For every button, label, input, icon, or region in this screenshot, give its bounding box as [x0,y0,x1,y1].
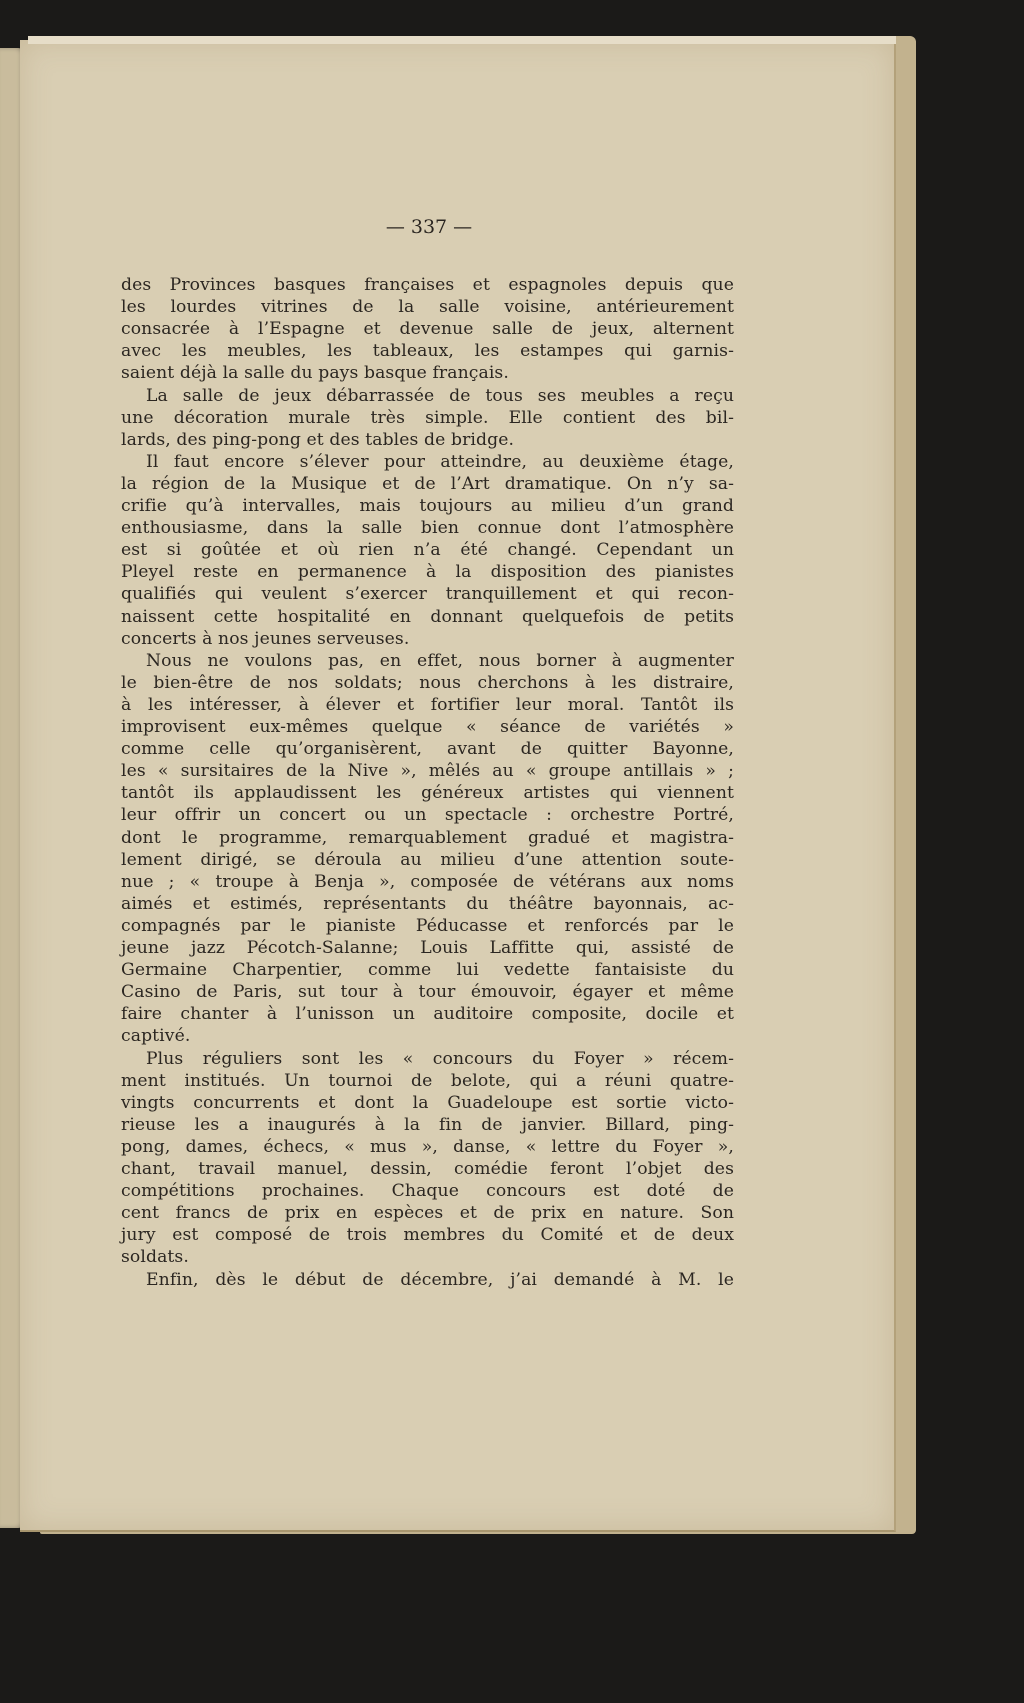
text-line: est si goûtée et où rien n’a été changé. Cependant un [121,540,734,561]
text-line: saient déjà la salle du pays basque français. [121,363,509,384]
text-line: lards, des ping-pong et des tables de bridge. [121,429,515,450]
text-line: concerts à nos jeunes serveuses. [121,628,410,649]
page-top-edge [28,36,896,44]
text-line: pong, dames, échecs, « mus », danse, « lettre du Foyer », [121,1136,734,1157]
text-line: compétitions prochaines. Chaque concours est doté de [121,1181,734,1202]
text-line: jury est composé de trois membres du Comité et de deux [121,1225,734,1246]
text-line: lement dirigé, se déroula au milieu d’une attention soute- [121,849,734,870]
text-line: les lourdes vitrines de la salle voisine, antérieurement [121,297,734,318]
text-line: aimés et estimés, représentants du théâtre bayonnais, ac- [121,893,734,914]
text-line: jeune jazz Pécotch-Salanne; Louis Laffitte qui, assisté de [121,938,734,958]
text-line: Nous ne voulons pas, en effet, nous borner à augmenter [146,650,734,671]
text-line: rieuse les a inaugurés à la fin de janvier. Billard, ping- [121,1114,734,1135]
text-line: leur offrir un concert ou un spectacle : orchestre Portré, [121,805,734,826]
text-line: compagnés par le pianiste Péducasse et renforcés par le [121,915,734,936]
page-number: — 337 — [385,216,473,238]
text-line: improvisent eux-mêmes quelque « séance de variétés » [121,717,734,737]
text-line: des Provinces basques françaises et espagnoles depuis que [121,275,734,295]
text-line: enthousiasme, dans la salle bien connue dont l’atmosphère [121,518,734,539]
text-line: Germaine Charpentier, comme lui vedette fantaisiste du [121,960,734,981]
text-line: crifie qu’à intervalles, mais toujours au milieu d’un grand [121,496,734,516]
text-line: le bien-être de nos soldats; nous cherchons à les distraire, [121,672,734,693]
text-line: faire chanter à l’unisson un auditoire composite, docile et [121,1004,734,1025]
text-line: comme celle qu’organisèrent, avant de quitter Bayonne, [121,739,734,760]
text-line: Il faut encore s’élever pour atteindre, au deuxième étage, [146,451,734,472]
text-line: consacrée à l’Espagne et devenue salle de jeux, alternent [121,319,734,340]
text-line: naissent cette hospitalité en donnant quelquefois de petits [121,606,734,627]
text-line: La salle de jeux débarrassée de tous ses meubles a reçu [146,385,734,406]
text-line: dont le programme, remarquablement gradué et magistra- [121,827,734,848]
text-line: avec les meubles, les tableaux, les estampes qui garnis- [121,341,734,362]
text-line: qualifiés qui veulent s’exercer tranquillement et qui recon- [121,584,734,605]
text-line: soldats. [121,1247,189,1268]
text-line: une décoration murale très simple. Elle contient des bil- [121,407,734,428]
text-line: ment institués. Un tournoi de belote, qui a réuni quatre- [121,1070,734,1091]
text-line: Pleyel reste en permanence à la disposition des pianistes [121,562,734,583]
text-line: la région de la Musique et de l’Art dramatique. On n’y sa- [121,473,734,494]
text-line: les « sursitaires de la Nive », mêlés au « groupe antillais » ; [121,761,734,782]
text-line: tantôt ils applaudissent les généreux artistes qui viennent [121,783,734,804]
text-line: Plus réguliers sont les « concours du Foyer » récem- [146,1048,734,1069]
text-line: Enfin, dès le début de décembre, j’ai demandé à M. le [146,1269,734,1290]
text-line: captivé. [121,1026,191,1047]
text-line: vingts concurrents et dont la Guadeloupe est sortie victo- [121,1092,734,1113]
text-line: à les intéresser, à élever et fortifier leur moral. Tantôt ils [121,694,734,715]
text-line: cent francs de prix en espèces et de prix en nature. Son [121,1203,734,1224]
text-line: chant, travail manuel, dessin, comédie feront l’objet des [121,1159,734,1179]
text-line: nue ; « troupe à Benja », composée de vétérans aux noms [121,871,734,892]
text-line: Casino de Paris, sut tour à tour émouvoir, égayer et même [121,982,734,1003]
